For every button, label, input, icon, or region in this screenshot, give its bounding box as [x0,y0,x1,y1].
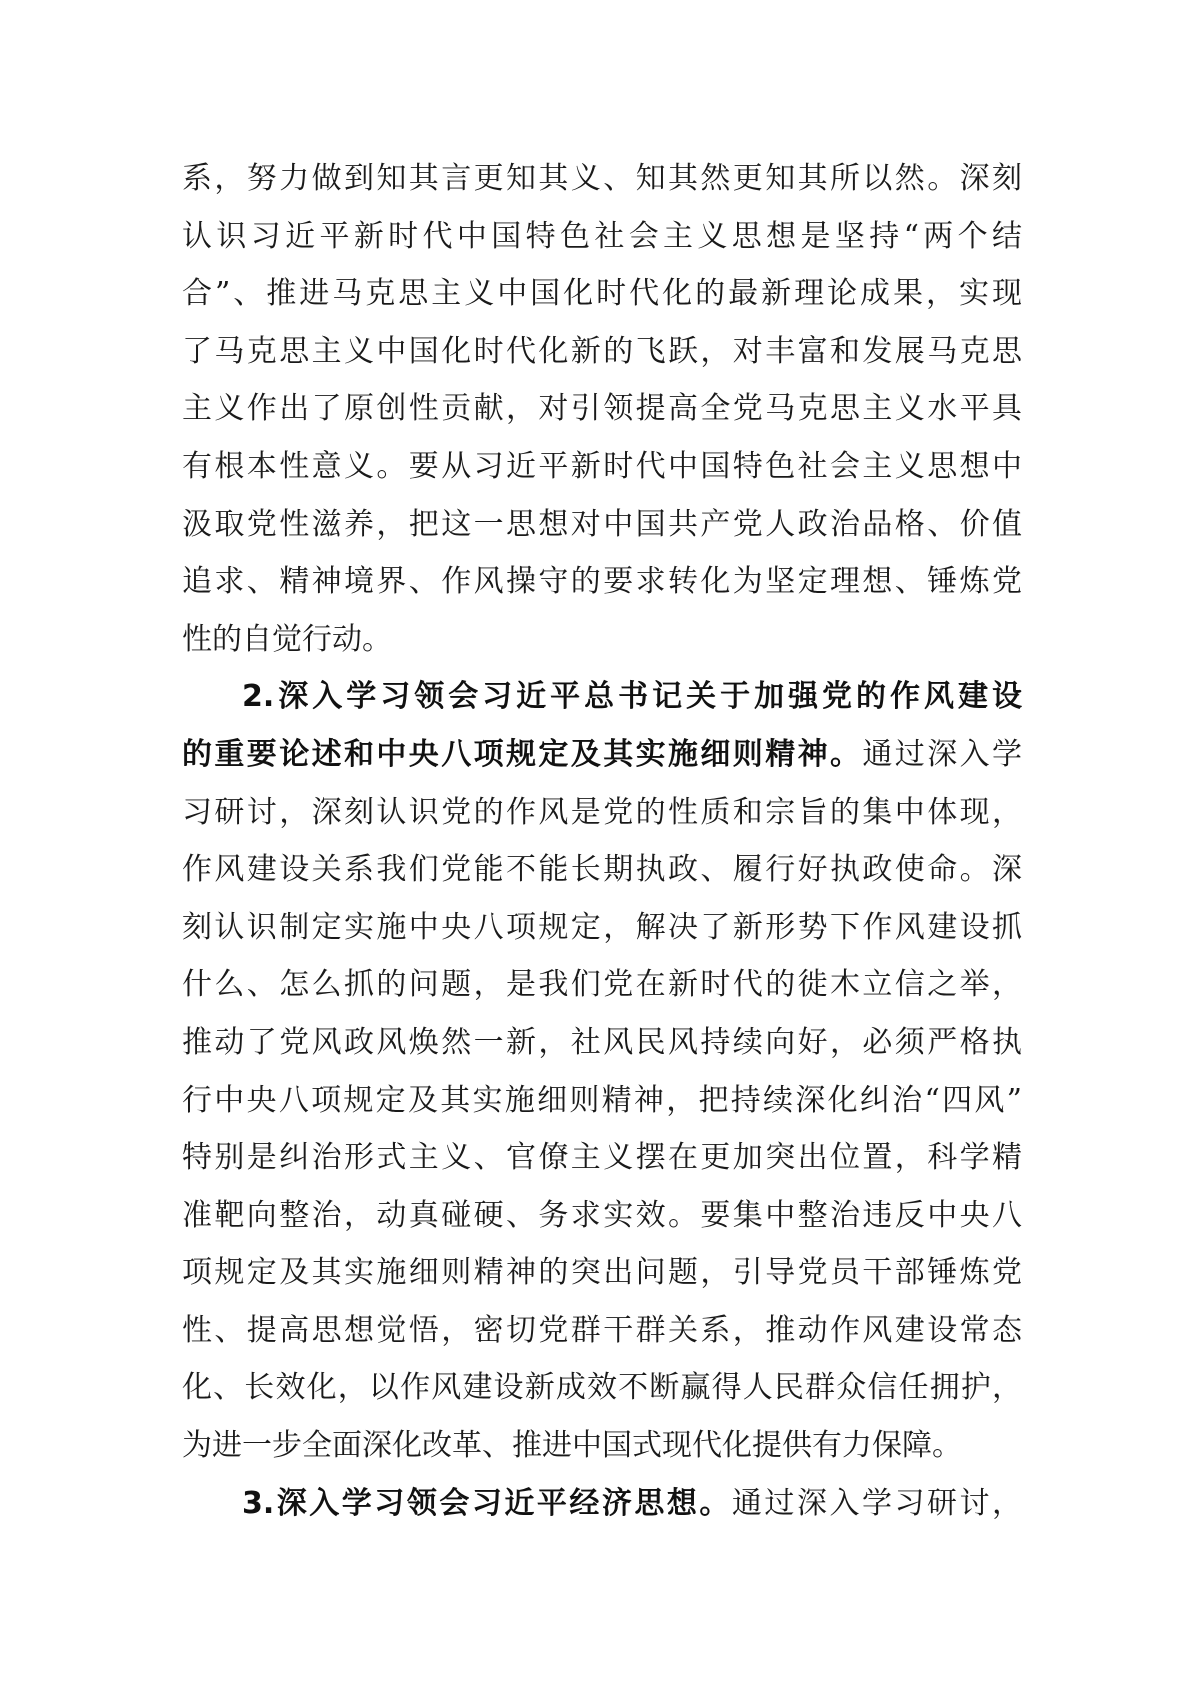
section-2-line: 特别是纠治形式主义、官僚主义摆在更加突出位置，科学精 [182,1140,1022,1176]
body-line: 性的自觉行动。 [182,621,392,657]
section-2-line: 性、提高思想觉悟，密切党群干群关系，推动作风建设常态 [182,1312,1022,1348]
section-2-line: 刻认识制定实施中央八项规定，解决了新形势下作风建设抓 [182,909,1022,945]
section-2-line: 化、长效化，以作风建设新成效不断赢得人民群众信任拥护， [182,1370,1022,1406]
section-2-heading-line-2 [182,726,1022,784]
section-3-text: 通过深入学习研讨， [731,1485,1022,1521]
section-2-line: 项规定及其实施细则精神的突出问题，引导党员干部锤炼党 [182,1255,1022,1291]
section-2-heading-line-1: 2.深入学习领会习近平总书记关于加强党的作风建设 [242,679,1022,715]
section-3-heading: 3.深入学习领会习近平经济思想。 [242,1485,732,1521]
section-2-line: 什么、怎么抓的问题，是我们党在新时代的徙木立信之举， [182,967,1022,1003]
section-2-line: 推动了党风政风焕然一新，社风民风持续向好，必须严格执 [182,1024,1022,1060]
section-2-heading-text: 的重要论述和中央八项规定及其实施细则精神。 [182,736,863,772]
section-3-line [182,1475,1022,1533]
section-2-line: 为进一步全面深化改革、推进中国式现代化提供有力保障。 [182,1428,962,1464]
section-2-line: 准靶向整治，动真碰硬、务求实效。要集中整治违反中央八 [182,1197,1022,1233]
body-line: 了马克思主义中国化时代化新的飞跃，对丰富和发展马克思 [182,333,1022,369]
section-2-line: 作风建设关系我们党能不能长期执政、履行好执政使命。深 [182,852,1022,888]
section-2-line: 习研讨，深刻认识党的作风是党的性质和宗旨的集中体现， [182,794,1022,830]
body-line: 合”、推进马克思主义中国化时代化的最新理论成果，实现 [182,276,1022,312]
section-2-line: 行中央八项规定及其实施细则精神，把持续深化纠治“四风” [182,1082,1022,1118]
body-line: 有根本性意义。要从习近平新时代中国特色社会主义思想中 [182,448,1022,484]
body-line: 汲取党性滋养，把这一思想对中国共产党人政治品格、价值 [182,506,1022,542]
body-line: 认识习近平新时代中国特色社会主义思想是坚持“两个结 [182,218,1022,254]
section-2-text: 通过深入学 [862,736,1023,772]
body-line: 主义作出了原创性贡献，对引领提高全党马克思主义水平具 [182,391,1022,427]
document-body [182,150,1022,1532]
body-line: 系，努力做到知其言更知其义、知其然更知其所以然。深刻 [182,161,1022,196]
body-line: 追求、精神境界、作风操守的要求转化为坚定理想、锤炼党 [182,564,1022,600]
